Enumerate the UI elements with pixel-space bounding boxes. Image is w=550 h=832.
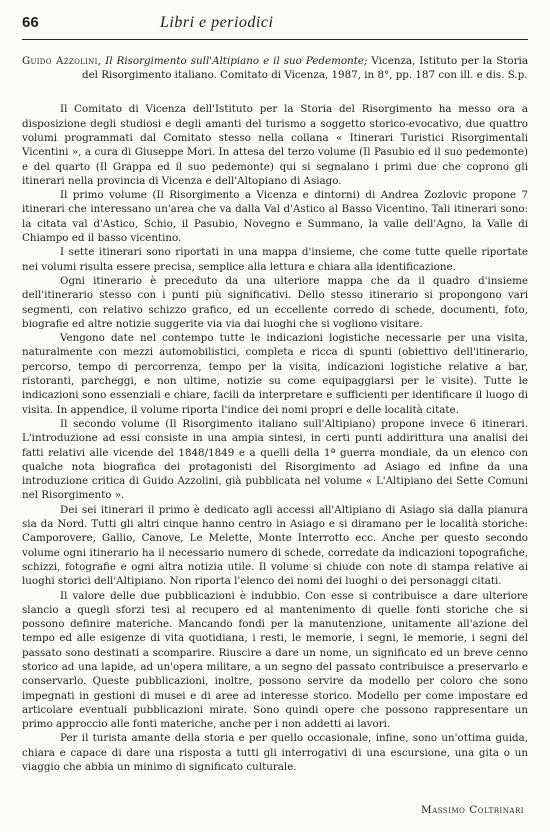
paragraph: Dei sei itinerari il primo è dedicato agli accessi all'Altipiano di Asiago sia dalla pianura sia da Nord. Tutti gli altri cinque hanno centro in Asiago e si diramano per le località storiche: Camporovere, Gallio, Canove, Le Melette, Monte Interrotto ecc. Anche per questo secondo volume ogni itinerario ha il necessario numero di schede, corredate da indicazioni topografiche, schizzi, fotografie e ogni altra notizia utile. Il volume si chiude con note di stampa relative ai luoghi storici dell'Altipiano. Non riporta l'elenco dei nomi dei luoghi o dei personaggi citati. [22,503,528,588]
review-body [22,102,528,774]
paragraph: Per il turista amante della storia e per quello occasionale, infine, sono un'ottima guida, chiara e capace di dare una risposta a tutti gli interrogativi di una escursione, una gita o un viaggio che abbia un minimo di significato culturale. [22,732,528,774]
paragraph: Il secondo volume (Il Risorgimento italiano sull'Altipiano) propone invece 6 itinerari. L'introduzione ad essi consiste in una ampia sintesi, in certi punti addirittura una analisi dei fatti relativi alle vicende del 1848/1849 e a quelli della 1ª guerra mondiale, da un elenco con qualche nota biografica dei protagonisti del Risorgimento ad Asiago ed infine da una introduzione critica di Guido Azzolini, già pubblicata nel volume « L'Altipiano dei Sette Comuni nel Risorgimento ». [22,417,528,502]
paragraph: Il primo volume (Il Risorgimento a Vicenza e dintorni) di Andrea Zozlovic propone 7 itinerari che interessano un'area che va dalla Val d'Astico al Basso Vicentino. Tali itinerari sono: la citata val d'Astico, Schio, il Pasubio, Novegno e Summano, la valle dell'Agno, la Valle di Chiampo ed il basso vicentino. [22,189,528,245]
paragraph: Il valore delle due pubblicazioni è indubbio. Con esse si contribuisce a dare ulteriore slancio a quegli sforzi tesi al recupero ed al mantenimento di quelle fonti storiche che si possono definire materiche. Mancando fondi per la manutenzione, unitamente all'azione del tempo ed alle esigenze di vita quotidiana, i resti, le memorie, i segni, le memorie, i segni del passato sono destinati a scomparire. Riuscire a dare un nome, un significato ed un breve cenno storico ad una lapide, ad un'opera militare, a un segno del passato contribuisce a preservarlo e conservarlo. Queste pubblicazioni, inoltre, possono servire da modello per coloro che sono impegnati in gestioni di musei e di aree ad interesse storico. Modello per come impostare ed articolare eventuali pubblicazioni mirate. Sono quindi opere che possono rappresentare un primo approccio alle fonti materiche, anche per i non addetti ai lavori. [22,589,528,731]
running-title: Libri e periodici [160,14,274,31]
paragraph: Il Comitato di Vicenza dell'Istituto per la Storia del Risorgimento ha messo ora a disposizione degli studiosi e degli amanti del turismo a soggetto storico-evocativo, due quattro volumi programmati dal Comitato stesso nella collana « Itinerari Turistici Risorgimentali Vicentini », a cura di Giuseppe Mori. In attesa del terzo volume (Il Pasubio ed il suo pedemonte) e del quarto (Il Grappa ed il suo pedemonte) qui si segnalano i primi due che coprono gli itinerari nella provincia di Vicenza e dell'Altopiano di Asiago. [22,103,528,187]
header-rule [22,39,528,40]
book-citation [22,54,528,82]
paragraph: I sette itinerari sono riportati in una mappa d'insieme, che come tutte quelle riportate nei volumi risulta essere precisa, semplice alla lettura e chiara alla identificazione. [22,246,528,273]
citation-details: Vicenza, Istituto per la Storia del Risorgimento italiano. Comitato di Vicenza, 1987, in 8°, pp. 187 con ill. e dis. S.p. [82,55,528,82]
paragraph: Vengono date nel contempo tutte le indicazioni logistiche necessarie per una visita, naturalmente con mezzi automobilistici, completa e ricca di spunti (obiettivo dell'itinerario, percorso, tempo di percorrenza, tempo per la visita, indicazioni logistiche relative a bar, ristoranti, parcheggi, e non ultime, notizie su come equipaggiarsi per le visite). Tutte le indicazioni sono essenziali e chiare, facili da interpretare e sufficienti per identificare il luogo di visita. In appendice, il volume riporta l'indice dei nomi propri e delle località citate. [22,332,528,416]
page-number: 66 [22,14,39,31]
reviewer-signature: Massimo Coltrinari [420,804,524,816]
citation-title: Il Risorgimento sull'Altipiano e il suo Pedemonte; [105,55,368,67]
citation-author: Guido Azzolini, [22,55,102,67]
page-header [22,14,528,36]
paragraph: Ogni itinerario è preceduto da una ulteriore mappa che da il quadro d'insieme dell'itinerario stesso con i punti più significativi. Dello stesso itinerario si propongono vari segmenti, con relativo schizzo grafico, ed un eccellente corredo di schede, documenti, foto, biografie ed altre notizie suggerite via via dai luoghi che si vogliono visitare. [22,274,528,330]
